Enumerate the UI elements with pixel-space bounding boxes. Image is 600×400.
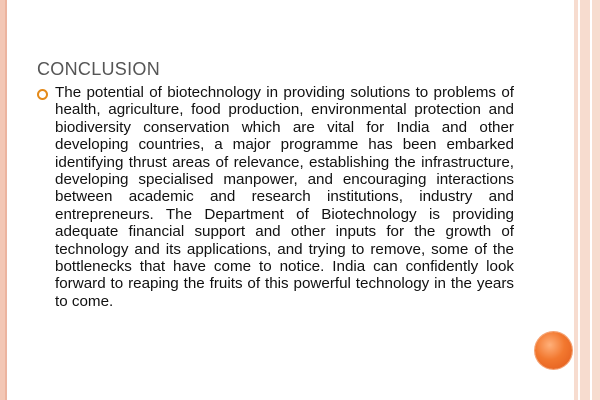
left-border-strip [0,0,7,400]
orange-orb-icon [535,332,572,369]
bullet-paragraph: The potential of biotechnology in providing solutions to problems of health, agriculture, food production, environmental protection and biodiversity conservation which are vital for India and other developing countries, a major programme has been embarked identifying thrust areas of relevance, establishing the infrastructure, developing specialised manpower, and encouraging interactions between academic and research institutions, industry and entrepreneurs. The Department of Biotechnology is providing adequate financial support and other inputs for the growth of technology and its applications, and trying to remove, some of the bottlenecks that have come to notice. India can confidently look forward to reaping the fruits of this powerful technology in the years to come. [55,84,514,310]
right-border-line [578,0,580,400]
slide-title: CONCLUSION [37,59,161,79]
hollow-circle-bullet-icon [37,89,48,100]
right-border-line-2 [590,0,592,400]
